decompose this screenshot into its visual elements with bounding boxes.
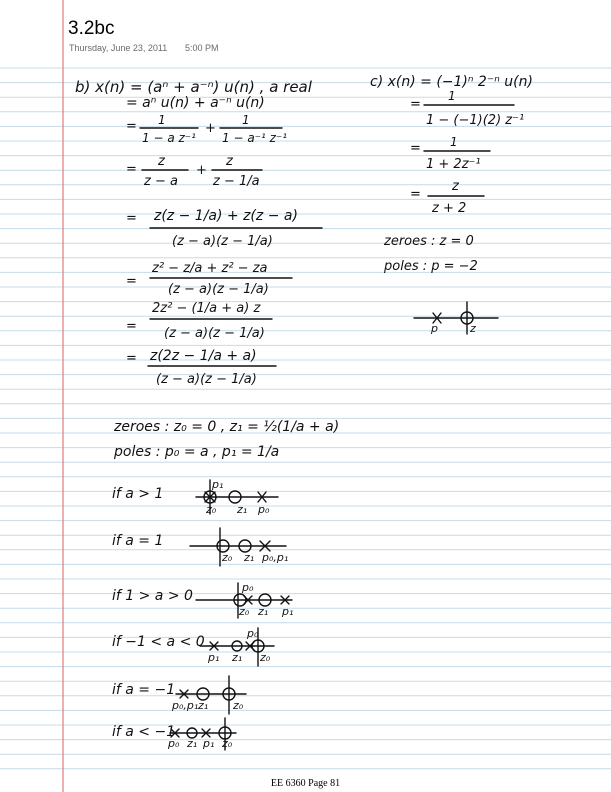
svg-text:p₁: p₁: [212, 478, 224, 491]
svg-text:p₀: p₀: [247, 627, 259, 640]
c-line-3-num: 1: [450, 135, 458, 149]
note-date: Thursday, June 23, 2011: [69, 43, 168, 53]
svg-text:z₀: z₀: [233, 699, 244, 712]
svg-text:p₀,p₁: p₀,p₁: [262, 551, 289, 564]
svg-text:p₁: p₁: [203, 737, 215, 750]
b-line-7-den: (z − a)(z − 1/a): [164, 326, 265, 341]
b-line-7-eq: =: [126, 319, 137, 334]
svg-text:z₀: z₀: [206, 503, 217, 516]
b-line-5-num: z(z − 1/a) + z(z − a): [154, 208, 298, 224]
page-footer: EE 6360 Page 81: [270, 778, 341, 789]
case-a-gt-1: if a > 1: [112, 486, 164, 502]
svg-text:z₁: z₁: [232, 651, 243, 664]
page-title: 3.2bc: [68, 18, 115, 39]
pz-plot-a-gt-1: [196, 478, 278, 516]
case-neg1-lt-a-lt-0: if −1 < a < 0: [112, 634, 205, 650]
svg-text:p₀: p₀: [258, 503, 270, 516]
svg-text:z₁: z₁: [244, 551, 255, 564]
case-a-eq-1: if a = 1: [112, 533, 164, 549]
b-line-8-num: z(2z − 1/a + a): [150, 348, 257, 364]
c-line-2-num: 1: [448, 89, 456, 103]
c-line-2-eq: =: [410, 97, 421, 112]
b-line-4-plus: +: [196, 163, 207, 178]
pz-plot-a-eq-1: [190, 528, 288, 566]
c-line-3-den: 1 + 2z⁻¹: [426, 157, 481, 172]
c-line-4-num: z: [452, 179, 459, 194]
pz-plot-part-c: [414, 302, 498, 335]
b-line-4-num1: z: [158, 154, 165, 169]
b-line-1: b) x(n) = (aⁿ + a⁻ⁿ) u(n) , a real: [75, 78, 312, 96]
svg-text:z₁: z₁: [187, 737, 198, 750]
svg-text:z₀: z₀: [260, 651, 271, 664]
pz-plot-1-gt-a-gt-0: [196, 581, 293, 618]
svg-text:z: z: [470, 322, 476, 335]
b-line-4-eq: =: [126, 162, 137, 177]
b-line-4-den2: z − 1/a: [213, 174, 260, 189]
b-line-3-plus: +: [205, 121, 216, 136]
svg-text:z₁: z₁: [258, 605, 269, 618]
c-zeroes: zeroes : z = 0: [384, 234, 474, 249]
b-line-2: = aⁿ u(n) + a⁻ⁿ u(n): [126, 95, 265, 111]
case-a-lt-neg1: if a < −1: [112, 724, 176, 740]
svg-text:z₁: z₁: [198, 699, 209, 712]
b-line-7-num: 2z² − (1/a + a) z: [152, 301, 261, 316]
b-line-6-num: z² − z/a + z² − za: [152, 261, 268, 276]
b-line-3-num1: 1: [158, 113, 166, 127]
svg-text:p₁: p₁: [282, 605, 294, 618]
svg-text:p₁: p₁: [208, 651, 220, 664]
c-line-4-den: z + 2: [432, 201, 467, 216]
svg-text:p: p: [431, 322, 438, 335]
svg-text:z₀: z₀: [239, 605, 250, 618]
c-line-4-eq: =: [410, 187, 421, 202]
note-time: 5:00 PM: [185, 43, 219, 53]
b-line-4-den1: z − a: [144, 174, 178, 189]
pz-plot-a-lt-neg1: [167, 718, 236, 750]
b-line-5-den: (z − a)(z − 1/a): [172, 234, 273, 249]
b-line-6-eq: =: [126, 274, 137, 289]
svg-text:p₀: p₀: [242, 581, 254, 594]
b-poles: poles : p₀ = a , p₁ = 1/a: [114, 444, 280, 460]
case-a-eq-neg1: if a = −1: [112, 682, 176, 698]
b-line-8-den: (z − a)(z − 1/a): [156, 372, 257, 387]
b-line-8-eq: =: [126, 351, 137, 366]
b-line-3-den1: 1 − a z⁻¹: [142, 131, 196, 145]
b-line-3-den2: 1 − a⁻¹ z⁻¹: [222, 131, 288, 145]
c-poles: poles : p = −2: [384, 259, 478, 274]
svg-text:p₀: p₀: [168, 737, 180, 750]
svg-text:p₀,p₁: p₀,p₁: [172, 699, 199, 712]
case-1-gt-a-gt-0: if 1 > a > 0: [112, 588, 193, 604]
b-line-3-num2: 1: [242, 113, 250, 127]
b-line-5-eq: =: [126, 211, 137, 226]
c-line-1: c) x(n) = (−1)ⁿ 2⁻ⁿ u(n): [370, 74, 533, 90]
b-zeroes: zeroes : z₀ = 0 , z₁ = ½(1/a + a): [114, 419, 340, 435]
b-line-6-den: (z − a)(z − 1/a): [168, 282, 269, 297]
b-line-4-num2: z: [226, 154, 233, 169]
svg-text:z₁: z₁: [237, 503, 248, 516]
svg-text:z₀: z₀: [222, 551, 233, 564]
svg-text:z₀: z₀: [222, 737, 233, 750]
b-line-3-eq: =: [126, 119, 137, 134]
c-line-2-den: 1 − (−1)(2) z⁻¹: [426, 113, 525, 128]
pz-plot-neg1-lt-a-lt-0: [200, 627, 274, 666]
c-line-3-eq: =: [410, 141, 421, 156]
